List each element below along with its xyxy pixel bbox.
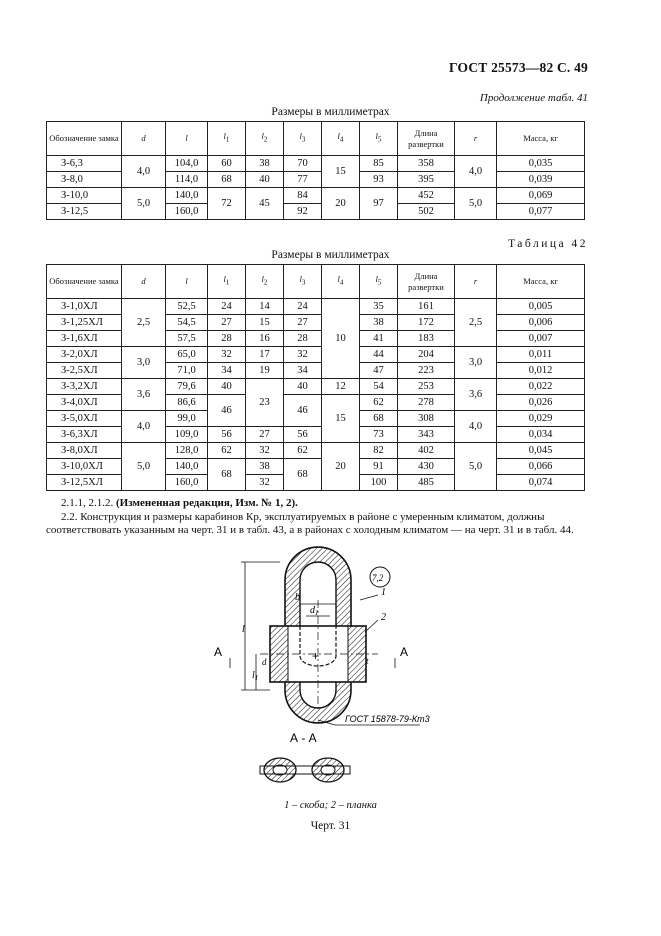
callout-2: 2 bbox=[381, 612, 386, 623]
table-row: З-4,0ХЛ 86,6 46 46 15 62 278 0,026 bbox=[47, 395, 585, 411]
col-l: l bbox=[166, 265, 208, 299]
figure-legend: 1 – скоба; 2 – планка bbox=[284, 800, 377, 811]
col-l3: $l_3$ bbox=[284, 265, 322, 299]
table-row: З-6,3 4,0 104,0 60 38 70 15 85 358 4,0 0,035 bbox=[47, 156, 585, 172]
dim-d-label: d bbox=[262, 657, 267, 667]
col-d: d bbox=[122, 122, 166, 156]
table-row: З-10,0 5,0 140,0 72 45 84 20 97 452 5,0 0,069 bbox=[47, 188, 585, 204]
col-r: r bbox=[455, 265, 497, 299]
callout-1: 1 bbox=[381, 587, 386, 598]
col-length: Длина развертки bbox=[398, 122, 455, 156]
dim-t-label: t bbox=[366, 656, 369, 666]
col-l: l bbox=[166, 122, 208, 156]
table-row: З-12,5ХЛ 160,0 32 100 485 0,074 bbox=[47, 475, 585, 491]
section-mark-left: А bbox=[214, 645, 223, 659]
col-lock: Обозначение замка bbox=[47, 122, 122, 156]
col-mass: Масса, кг bbox=[497, 122, 585, 156]
col-l1: $l_1$ bbox=[208, 265, 246, 299]
section-title: А - А bbox=[290, 731, 317, 745]
dim-b-label: b bbox=[295, 592, 300, 603]
col-lock: Обозначение замка bbox=[47, 265, 122, 299]
table-row: З-1,0ХЛ 2,5 52,5 24 14 24 10 35 161 2,5 0,005 bbox=[47, 299, 585, 315]
col-length: Длина развертки bbox=[398, 265, 455, 299]
table-row: З-12,5 160,0 92 502 0,077 bbox=[47, 204, 585, 220]
col-l3: $l_3$ bbox=[284, 122, 322, 156]
table-row: З-5,0ХЛ 4,0 99,0 68 308 4,0 0,029 bbox=[47, 411, 585, 427]
col-l1: $l_1$ bbox=[208, 122, 246, 156]
svg-text:+: + bbox=[312, 649, 320, 663]
col-l2: $l_2$ bbox=[246, 122, 284, 156]
table-header-row bbox=[47, 265, 585, 299]
table-row: З-6,3ХЛ 109,0 56 27 56 73 343 0,034 bbox=[47, 427, 585, 443]
table-row: З-2,0ХЛ 3,0 65,0 32 17 32 44 204 3,0 0,011 bbox=[47, 347, 585, 363]
table41-units-caption: Размеры в миллиметрах bbox=[271, 106, 390, 118]
table-row: З-1,6ХЛ 57,5 28 16 28 41 183 0,007 bbox=[47, 331, 585, 347]
table-row: З-2,5ХЛ 71,0 34 19 34 47 223 0,012 bbox=[47, 363, 585, 379]
clause-2-2-line1: 2.2. Конструкция и размеры карабинов Кр, эксплуатируемых в районе с умеренным климатом, должны bbox=[61, 511, 545, 523]
amendment-paragraph: 2.1.1, 2.1.2. (Измененная редакция, Изм. № 1, 2). bbox=[61, 497, 298, 509]
table-row: З-8,0 114,0 68 40 77 93 395 0,039 bbox=[47, 172, 585, 188]
col-d: d bbox=[122, 265, 166, 299]
col-l4: $l_4$ bbox=[322, 265, 360, 299]
clause-2-2-line2: соответствовать указанным на черт. 31 и в табл. 43, а в районах с холодным климатом — на черт. 31 и в табл. 44. bbox=[46, 524, 574, 536]
col-mass: Масса, кг bbox=[497, 265, 585, 299]
section-a-a bbox=[260, 758, 350, 782]
dim-d1-label: $d_1$ bbox=[310, 605, 319, 617]
table42-label: Таблица 42 bbox=[508, 238, 588, 250]
table42-units-caption: Размеры в миллиметрах bbox=[271, 249, 390, 261]
table-row: З-1,25ХЛ 54,5 27 15 27 38 172 0,006 bbox=[47, 315, 585, 331]
table-row: З-10,0ХЛ 140,0 68 38 68 91 430 0,066 bbox=[47, 459, 585, 475]
col-r: r bbox=[455, 122, 497, 156]
dim-l1-label: $l_1$ bbox=[252, 670, 259, 682]
col-l4: $l_4$ bbox=[322, 122, 360, 156]
page-header: ГОСТ 25573—82 С. 49 bbox=[449, 60, 588, 75]
table-row: З-8,0ХЛ 5,0 128,0 62 32 62 20 82 402 5,0 0,045 bbox=[47, 443, 585, 459]
col-l5: $l_5$ bbox=[360, 265, 398, 299]
table-continuation-note: Продолжение табл. 41 bbox=[479, 92, 588, 104]
dim-l-label: l bbox=[242, 624, 245, 635]
col-l5: $l_5$ bbox=[360, 122, 398, 156]
table-row: З-3,2ХЛ 3,6 79,6 40 23 40 12 54 253 3,6 0,022 bbox=[47, 379, 585, 395]
table-41 bbox=[46, 121, 585, 220]
carabiner-drawing bbox=[200, 540, 440, 798]
table-header-row bbox=[47, 122, 585, 156]
roughness-value: 7,2 bbox=[372, 573, 384, 583]
gost-reference: ГОСТ 15878-79-Кт3 bbox=[345, 714, 430, 724]
table-42 bbox=[46, 264, 585, 491]
col-l2: $l_2$ bbox=[246, 265, 284, 299]
section-mark-right: А bbox=[400, 645, 409, 659]
figure-caption: Черт. 31 bbox=[310, 820, 351, 832]
